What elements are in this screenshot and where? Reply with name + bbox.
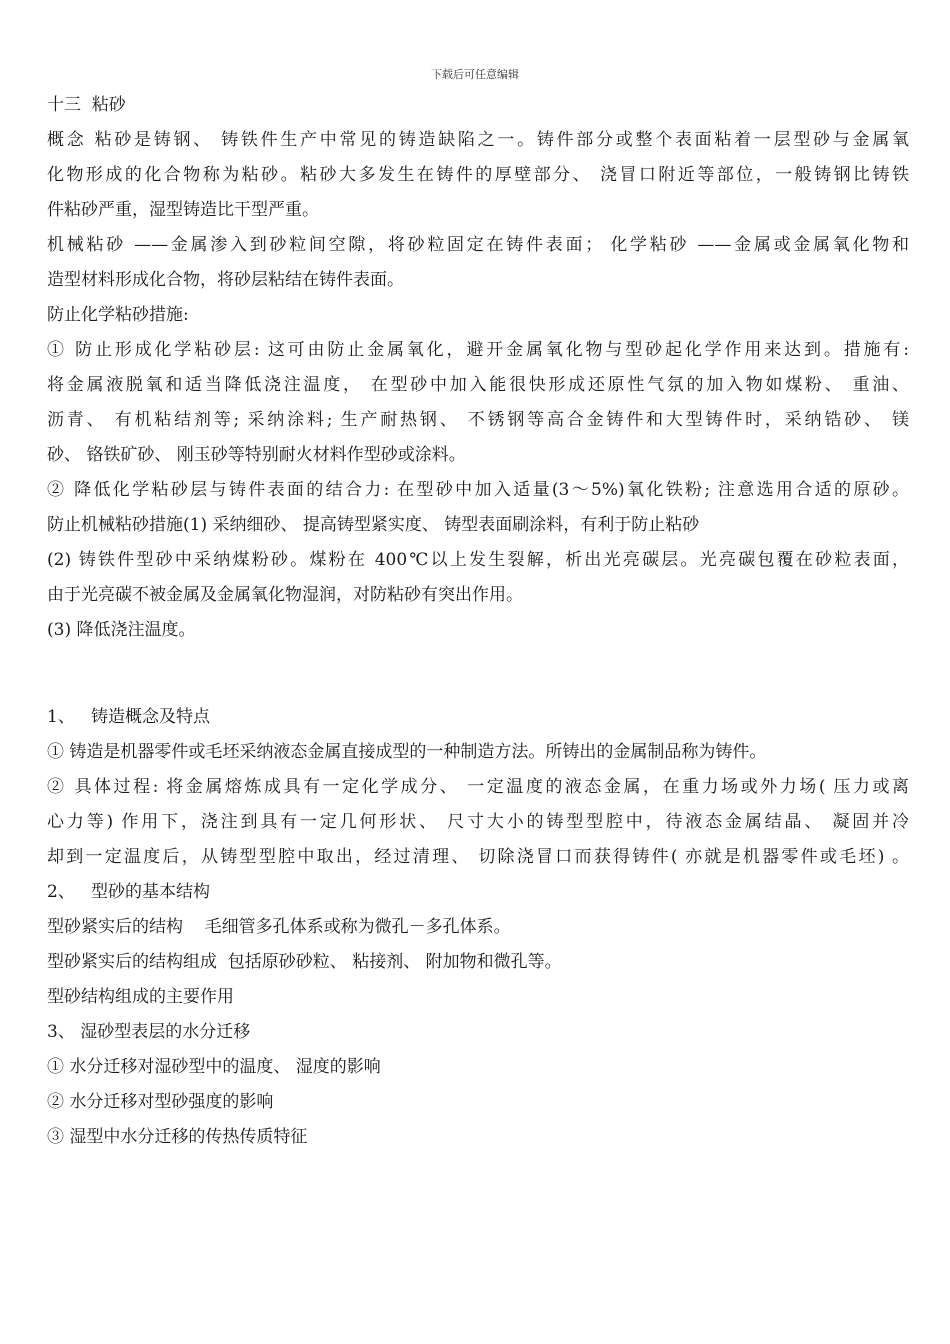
paragraph-line: 型砂紧实后的结构 毛细管多孔体系或称为微孔－多孔体系。 bbox=[47, 917, 511, 937]
subheading: 防止化学粘砂措施: bbox=[47, 305, 189, 325]
paragraph-line: 砂、 铬铁矿砂、 刚玉砂等特别耐火材料作型砂或涂料。 bbox=[47, 445, 466, 465]
paragraph-line: (3) 降低浇注温度。 bbox=[47, 620, 196, 640]
paragraph-line: 将金属液脱氧和适当降低浇注温度， 在型砂中加入能很快形成还原性气氛的加入物如煤粉、 重油、 bbox=[47, 375, 909, 395]
page-header: 下载后可任意编辑 bbox=[431, 68, 519, 81]
paragraph-line: 由于光亮碳不被金属及金属氧化物湿润，对防粘砂有突出作用。 bbox=[47, 585, 523, 605]
paragraph-line: ② 降低化学粘砂层与铸件表面的结合力: 在型砂中加入适量(3～5%)氧化铁粉; 注意选用合适的原砂。 bbox=[47, 480, 909, 500]
paragraph-line: 造型材料形成化合物，将砂层粘结在铸件表面。 bbox=[47, 270, 404, 290]
paragraph-line: ② 具体过程: 将金属熔炼成具有一定化学成分、 一定温度的液态金属，在重力场或外力场( 压力或离 bbox=[47, 777, 909, 797]
paragraph-line: 机械粘砂 ——金属渗入到砂粒间空隙，将砂粒固定在铸件表面； 化学粘砂 ——金属或金属氧化物和 bbox=[47, 235, 909, 255]
paragraph-line: 化物形成的化合物称为粘砂。粘砂大多发生在铸件的厚壁部分、 浇冒口附近等部位，一般铸钢比铸铁 bbox=[47, 165, 909, 185]
paragraph-line: 却到一定温度后，从铸型型腔中取出，经过清理、 切除浇冒口而获得铸件( 亦就是机器零件或毛坯) 。 bbox=[47, 847, 909, 867]
paragraph-line: 型砂紧实后的结构组成 包括原砂砂粒、 粘接剂、 附加物和微孔等。 bbox=[47, 952, 562, 972]
paragraph-line: 心力等) 作用下，浇注到具有一定几何形状、 尺寸大小的铸型型腔中，待液态金属结晶、 凝固并冷 bbox=[47, 812, 909, 832]
list-item: ② 水分迁移对型砂强度的影响 bbox=[47, 1092, 274, 1112]
paragraph-line: 防止机械粘砂措施(1) 采纳细砂、 提高铸型紧实度、 铸型表面刷涂料，有利于防止粘砂 bbox=[47, 515, 700, 535]
numbered-heading: 1、 铸造概念及特点 bbox=[47, 707, 211, 727]
section-title: 十三 粘砂 bbox=[47, 95, 126, 115]
paragraph-line: 型砂结构组成的主要作用 bbox=[47, 987, 234, 1007]
paragraph-line: (2) 铸铁件型砂中采纳煤粉砂。煤粉在 400℃以上发生裂解，析出光亮碳层。光亮碳包覆在砂粒表面， bbox=[47, 550, 909, 570]
paragraph-line: 件粘砂严重，湿型铸造比干型严重。 bbox=[47, 200, 319, 220]
paragraph-line: 沥青、 有机粘结剂等; 采纳涂料; 生产耐热钢、 不锈钢等高合金铸件和大型铸件时，采纳锆砂、 镁 bbox=[47, 410, 909, 430]
paragraph-line: ① 铸造是机器零件或毛坯采纳液态金属直接成型的一种制造方法。所铸出的金属制品称为铸件。 bbox=[47, 742, 767, 762]
list-item: ① 水分迁移对湿砂型中的温度、 湿度的影响 bbox=[47, 1057, 381, 1077]
paragraph-line: 概念 粘砂是铸钢、 铸铁件生产中常见的铸造缺陷之一。铸件部分或整个表面粘着一层型砂与金属氧 bbox=[47, 130, 909, 150]
numbered-heading: 3、 湿砂型表层的水分迁移 bbox=[47, 1022, 251, 1042]
list-item: ③ 湿型中水分迁移的传热传质特征 bbox=[47, 1127, 308, 1147]
document-body bbox=[47, 88, 909, 1155]
paragraph-line: ① 防止形成化学粘砂层: 这可由防止金属氧化，避开金属氧化物与型砂起化学作用来达到。措施有: bbox=[47, 340, 909, 360]
numbered-heading: 2、 型砂的基本结构 bbox=[47, 882, 211, 902]
